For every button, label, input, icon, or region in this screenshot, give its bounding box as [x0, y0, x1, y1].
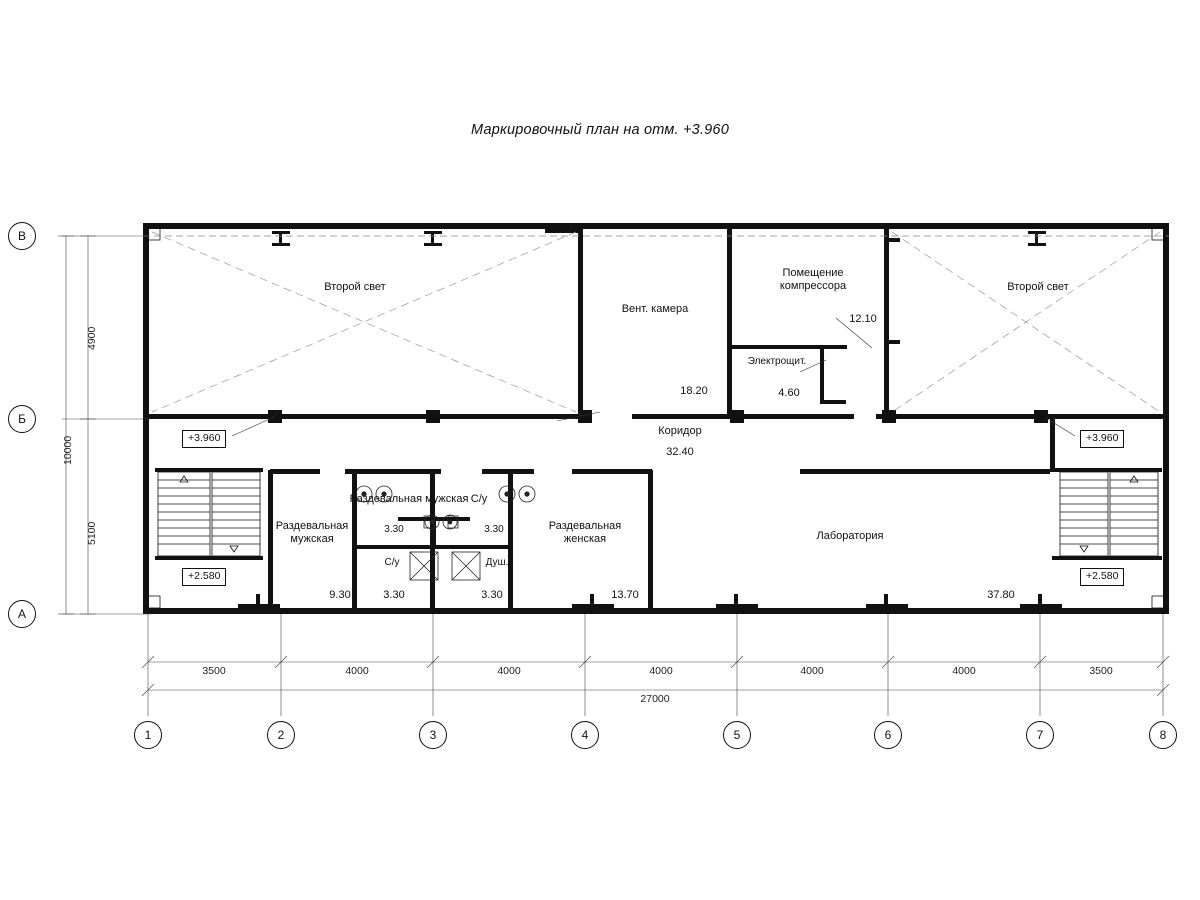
dimension-bottom-4: 4000 [800, 665, 824, 677]
room-label-locker-women: Раздевальная женская [548, 520, 622, 545]
room-area-vent-chamber: 18.20 [680, 385, 708, 397]
dimension-bottom-2: 4000 [497, 665, 521, 677]
dimension-left-1: 5100 [86, 521, 98, 545]
dimension-bottom-0: 3500 [202, 665, 226, 677]
dimension-left-total: 10000 [62, 435, 74, 465]
room-label-laboratory: Лаборатория [816, 530, 884, 542]
room-label-electrical-panel: Электрощит. [747, 356, 807, 367]
dimension-bottom-5: 4000 [952, 665, 976, 677]
room-label-vent-chamber: Вент. камера [621, 303, 689, 315]
dimension-total: 27000 [640, 693, 670, 705]
axis-bubble-h-3[interactable]: 3 [419, 721, 447, 749]
room-area-shower-1: 3.30 [383, 589, 405, 601]
room-label-corridor: Коридор [658, 425, 702, 437]
axis-bubble-h-7[interactable]: 7 [1026, 721, 1054, 749]
room-area-locker-men: 9.30 [329, 589, 351, 601]
dimension-bottom-1: 4000 [345, 665, 369, 677]
room-label-compressor-room: Помещение компрессора [779, 267, 847, 292]
dimension-left-0: 4900 [86, 326, 98, 350]
room-label-second-light-right: Второй свет [1007, 281, 1069, 293]
dimension-bottom-6: 3500 [1089, 665, 1113, 677]
room-area-electrical-panel: 4.60 [778, 387, 800, 399]
room-area-corridor: 32.40 [666, 446, 694, 458]
room-area-compressor-room: 12.10 [849, 313, 877, 325]
room-area-shower-2: 3.30 [481, 589, 503, 601]
elevation-tag-upper-left: +3.960 [182, 430, 226, 448]
room-area-locker-women: 13.70 [611, 589, 639, 601]
axis-bubble-v-2[interactable]: А [8, 600, 36, 628]
room-area-laboratory: 37.80 [987, 589, 1015, 601]
axis-bubble-h-4[interactable]: 4 [571, 721, 599, 749]
axis-bubble-h-1[interactable]: 1 [134, 721, 162, 749]
elevation-tag-lower-right: +2.580 [1080, 568, 1124, 586]
room-label-shower-1: С/у [384, 557, 400, 568]
axis-bubble-h-6[interactable]: 6 [874, 721, 902, 749]
dimension-bottom-3: 4000 [649, 665, 673, 677]
room-area-wc-1: 3.30 [384, 524, 404, 535]
elevation-tag-lower-left: +2.580 [182, 568, 226, 586]
room-label-wc-1: Раздевальная мужская [349, 493, 469, 505]
axis-bubble-h-5[interactable]: 5 [723, 721, 751, 749]
axis-bubble-h-8[interactable]: 8 [1149, 721, 1177, 749]
room-area-wc-2: 3.30 [484, 524, 504, 535]
page-title: Маркировочный план на отм. +3.960 [471, 122, 729, 138]
axis-bubble-v-1[interactable]: Б [8, 405, 36, 433]
axis-bubble-v-0[interactable]: В [8, 222, 36, 250]
elevation-tag-upper-right: +3.960 [1080, 430, 1124, 448]
axis-bubble-h-2[interactable]: 2 [267, 721, 295, 749]
room-label-locker-men: Раздевальная мужская [275, 520, 349, 545]
room-label-second-light-left: Второй свет [324, 281, 386, 293]
room-label-wc-2: С/у [470, 493, 488, 505]
room-label-shower-2: Душ. [485, 557, 509, 568]
